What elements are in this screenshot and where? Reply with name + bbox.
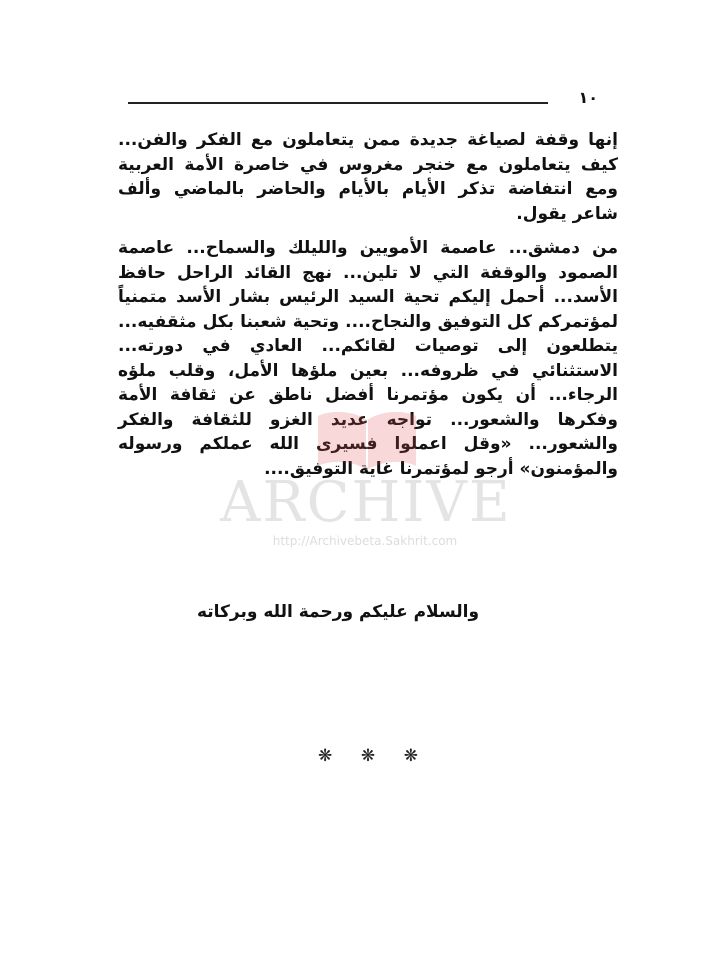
page-header <box>128 88 598 112</box>
page-number: ١٠ <box>578 88 598 107</box>
ornament-star-icon: ❋ <box>403 746 418 766</box>
body-text <box>118 128 618 481</box>
paragraph-main: من دمشق... عاصمة الأمويين والليلك والسماح... عاصمة الصمود والوقفة التي لا تلين... نهج القائد الراحل حافظ الأسد... أحمل إليكم تحية السيد الرئيس بشار الأسد متمنياً لمؤتمركم كل التوفيق والنجاح.... وتحية شعبنا بكل مثقفيه... يتطلعون إلى توصيات لقائكم... العادي في دورته... الاستثنائي في ظروفه... بعين ملؤها الأمل، وقلب ملؤه الرجاء... أن يكون مؤتمرنا أفضل ناطق عن ثقافة الأمة وفكرها والشعور... تواجه عديد الغزو للثقافة والفكر والشعور... «وقل اعملوا فسيرى الله عملكم ورسوله والمؤمنون» أرجو لمؤتمرنا غاية التوفيق.... <box>118 238 618 479</box>
paragraph-intro: إنها وقفة لصياغة جديدة ممن يتعاملون مع الفكر والفن... كيف يتعاملون مع خنجر مغروس في خاصرة الأمة العربية ومع انتفاضة تذكر الأيام بالأيام والحاضر بالماضي وألف شاعر يقول. <box>118 130 618 224</box>
watermark-word: ARCHIVE <box>220 470 512 535</box>
closing-salutation: والسلام عليكم ورحمة الله وبركاته <box>196 602 480 622</box>
header-rule <box>128 102 548 104</box>
ornament-star-icon: ❋ <box>360 746 376 766</box>
watermark-url: http://Archivebeta.Sakhrit.com <box>272 534 458 548</box>
ornament-star-icon: ❋ <box>318 746 333 766</box>
section-ornament <box>318 746 418 766</box>
